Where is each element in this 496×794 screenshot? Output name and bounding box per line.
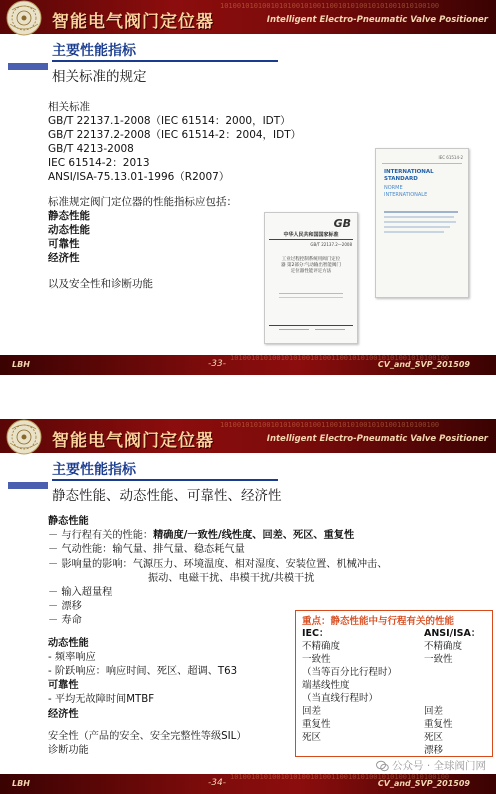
intro-text: 标准规定阀门定位器的性能指标应包括： xyxy=(48,196,237,208)
valve-logo-icon xyxy=(0,0,56,40)
iec-standard-cover xyxy=(375,148,469,298)
iec-norme: NORME xyxy=(384,185,403,191)
iec-item: （当等百分比行程时） xyxy=(302,667,398,678)
body-text: - 阶跃响应：响应时间、死区、超调、T63 xyxy=(48,666,238,678)
body-text: - 平均无故障时间MTBF xyxy=(48,694,155,706)
section-title: 主要性能指标 xyxy=(52,43,136,59)
standard-item: IEC 61514-2：2013 xyxy=(48,157,150,169)
body-text: － 漂移 xyxy=(48,601,82,613)
iec-item: 死区 xyxy=(302,732,322,743)
iec-standard: STANDARD xyxy=(384,176,418,182)
footer-author: LBH xyxy=(12,360,30,369)
criteria-item: 动态性能 xyxy=(48,224,90,236)
isa-item: 不精确度 xyxy=(424,641,463,652)
body-line xyxy=(48,572,387,586)
footer-doc-id: CV_and_SVP_201509 xyxy=(377,360,470,369)
slide-header xyxy=(0,0,496,34)
iec-header: IEC： xyxy=(302,628,329,639)
body-text: 振动、电磁干扰、串模干扰/共模干扰 xyxy=(148,572,315,584)
iec-internationale: INTERNATIONALE xyxy=(384,192,428,198)
body-line xyxy=(48,586,387,600)
footer-binary-pattern: 1010010101001010100101001100101010010101001010100100 xyxy=(230,355,450,362)
title-rule xyxy=(52,60,278,62)
page-number: -33- xyxy=(208,359,226,369)
slide-gap xyxy=(0,375,496,419)
criteria-item: 静态性能 xyxy=(48,210,90,222)
standard-item: GB/T 22137.1-2008（IEC 61514：2000，IDT） xyxy=(48,115,291,127)
isa-item: 一致性 xyxy=(424,654,453,665)
valve-logo-icon xyxy=(0,419,56,459)
body-text: 诊断功能 xyxy=(48,745,89,757)
slide-header xyxy=(0,419,496,453)
slide-33 xyxy=(0,0,496,375)
iec-column xyxy=(302,627,397,744)
page-number: -34- xyxy=(208,778,226,788)
title-rule xyxy=(52,479,278,481)
isa-item: 死区 xyxy=(424,732,444,743)
slide-subtitle: 相关标准的规定 xyxy=(52,69,147,85)
watermark-text: 公众号 · 全球阀门网 xyxy=(391,760,486,772)
wechat-icon xyxy=(376,760,389,772)
iec-item: 端基线性度 xyxy=(302,680,350,691)
isa-item: 回差 xyxy=(424,706,444,717)
accent-bar xyxy=(8,63,48,70)
iec-intl: INTERNATIONAL xyxy=(384,169,434,175)
gb-standard-cover xyxy=(264,212,358,344)
body-line xyxy=(48,543,387,557)
body-text-emphasis: 精确度/一致性/线性度、回差、死区、重复性 xyxy=(153,530,355,542)
header-binary-pattern: 1010010101001010100101001100101010010101001010100100 xyxy=(220,421,440,429)
gb-logo: GB xyxy=(333,217,351,230)
watermark xyxy=(376,758,486,773)
body-text: － 与行程有关的性能： xyxy=(48,530,154,542)
isa-header: ANSI/ISA： xyxy=(424,628,481,639)
criteria-item: 经济性 xyxy=(48,252,80,264)
footer-doc-id: CV_and_SVP_201509 xyxy=(377,779,470,788)
body-text: 可靠性 xyxy=(48,680,79,692)
slide-34 xyxy=(0,419,496,794)
body-text: - 频率响应 xyxy=(48,651,96,663)
standards-label: 相关标准 xyxy=(48,101,90,113)
body-text: － 输入超量程 xyxy=(48,587,113,599)
gb-doc-title: 工业过程控制系统用阀门定位器 第2部分:气动输出智能阀门定位器性能评定方法 xyxy=(281,257,341,274)
body-text: － 影响量的影响：气源压力、环境温度、相对湿度、安装位置、机械冲击、 xyxy=(48,558,388,570)
body-line xyxy=(48,529,387,543)
closing-text: 以及安全性和诊断功能 xyxy=(48,278,153,290)
section-title: 主要性能指标 xyxy=(52,462,136,478)
body-heading xyxy=(48,515,387,529)
slide-footer xyxy=(0,774,496,794)
iec-item: 回差 xyxy=(302,706,322,717)
accent-bar xyxy=(8,482,48,489)
standard-item: ANSI/ISA-75.13.01-1996（R2007） xyxy=(48,171,230,183)
body-text: 动态性能 xyxy=(48,637,89,649)
slide-subtitle: 静态性能、动态性能、可靠性、经济性 xyxy=(52,488,282,504)
standard-item: GB/T 4213-2008 xyxy=(48,143,134,155)
footer-binary-pattern: 1010010101001010100101001100101010010101001010100100 xyxy=(230,774,450,781)
focus-title: 重点：静态性能中与行程有关的性能 xyxy=(302,616,455,627)
header-title-en: Intelligent Electro-Pneumatic Valve Positioner xyxy=(266,15,488,25)
body-text: 经济性 xyxy=(48,708,79,720)
gb-header: 中华人民共和国国家标准 xyxy=(283,232,339,238)
body-text: － 寿命 xyxy=(48,615,82,627)
iec-item: 一致性 xyxy=(302,654,331,665)
body-text: 安全性（产品的安全、安全完整性等级SIL） xyxy=(48,730,247,742)
header-title-cn: 智能电气阀门定位器 xyxy=(52,431,214,451)
body-line xyxy=(48,558,387,572)
iec-item: （当直线行程时） xyxy=(302,693,379,704)
header-title-cn: 智能电气阀门定位器 xyxy=(52,12,214,32)
isa-column xyxy=(424,627,480,757)
focus-callout xyxy=(295,610,493,757)
criteria-item: 可靠性 xyxy=(48,238,80,250)
slide-footer xyxy=(0,355,496,375)
iec-item: 不精确度 xyxy=(302,641,341,652)
body-text: 静态性能 xyxy=(48,516,89,527)
iec-number: IEC 61514-2 xyxy=(438,155,463,160)
iec-item: 重复性 xyxy=(302,719,331,730)
gb-number: GB/T 22137.2—2008 xyxy=(310,242,352,247)
isa-item: 漂移 xyxy=(424,745,444,756)
header-binary-pattern: 1010010101001010100101001100101010010101001010100100 xyxy=(220,2,440,10)
body-text: － 气动性能：输气量、排气量、稳态耗气量 xyxy=(48,544,245,556)
footer-author: LBH xyxy=(12,779,30,788)
standard-item: GB/T 22137.2-2008（IEC 61514-2：2004，IDT） xyxy=(48,129,302,141)
header-title-en: Intelligent Electro-Pneumatic Valve Positioner xyxy=(266,434,488,444)
isa-item: 重复性 xyxy=(424,719,453,730)
